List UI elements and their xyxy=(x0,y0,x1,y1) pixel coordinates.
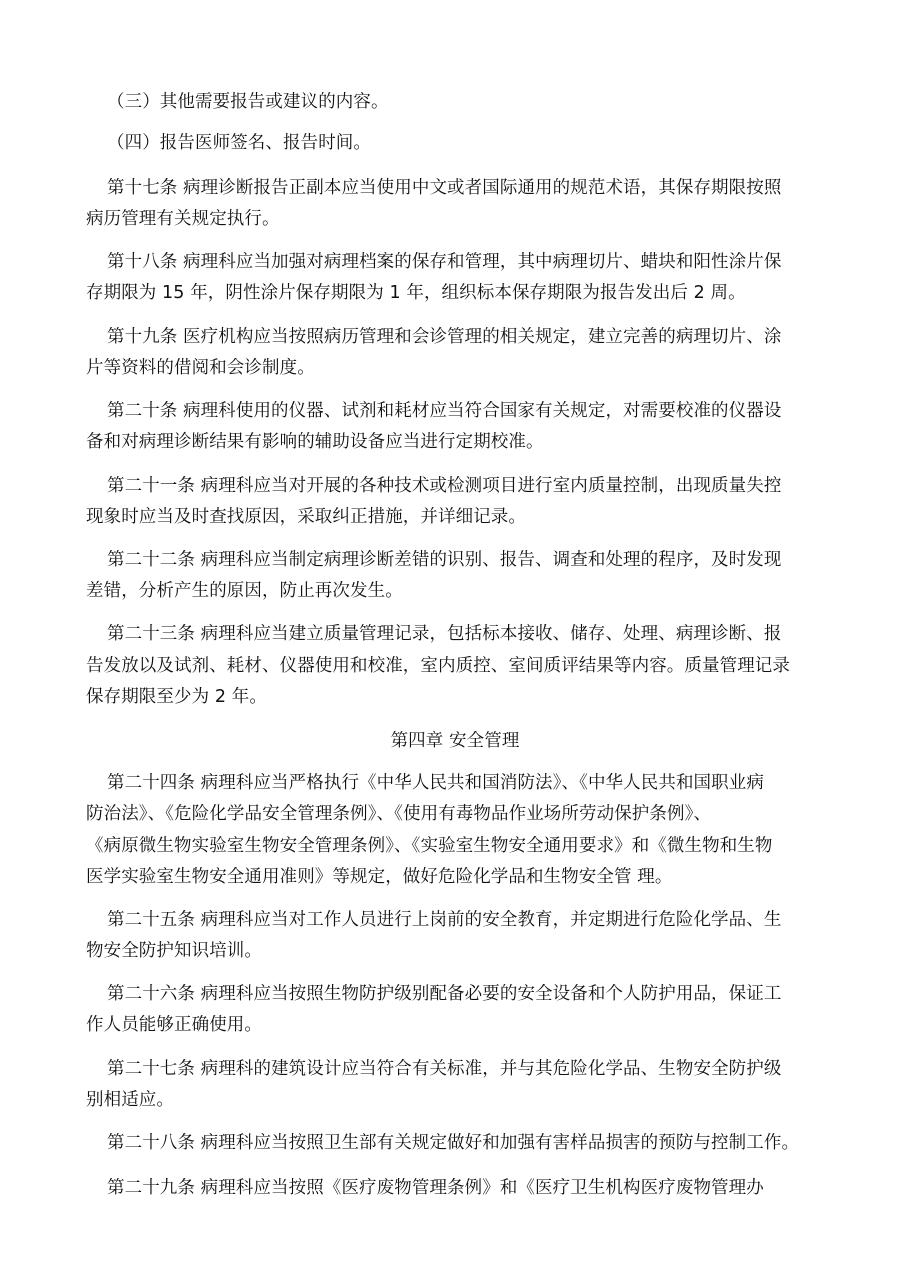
article-17-line-2: 病历管理有关规定执行。 xyxy=(86,209,280,229)
article-22-line-1: 第二十二条 病理科应当制定病理诊断差错的识别、报告、调查和处理的程序，及时发现 xyxy=(107,550,782,570)
article-23-line-2: 告发放以及试剂、耗材、仪器使用和校准，室内质控、室间质评结果等内容。质量管理记录 xyxy=(86,656,790,676)
article-23-line-1: 第二十三条 病理科应当建立质量管理记录，包括标本接收、储存、处理、病理诊断、报 xyxy=(107,624,782,644)
article-26-line-1: 第二十六条 病理科应当按照生物防护级别配备必要的安全设备和个人防护用品，保证工 xyxy=(107,984,782,1004)
article-24-line-2: 防治法》、《危险化学品安全管理条例》、《使用有毒物品作业场所劳动保护条例》、 xyxy=(86,804,712,824)
article-18-line-1: 第十八条 病理科应当加强对病理档案的保存和管理，其中病理切片、蜡块和阳性涂片保 xyxy=(107,252,782,272)
article-21-line-1: 第二十一条 病理科应当对开展的各种技术或检测项目进行室内质量控制，出现质量失控 xyxy=(107,476,782,496)
article-29-line-1: 第二十九条 病理科应当按照《医疗废物管理条例》和《医疗卫生机构医疗废物管理办 xyxy=(107,1178,764,1198)
article-19-line-2: 片等资料的借阅和会诊制度。 xyxy=(86,358,315,378)
article-27-line-2: 别相适应。 xyxy=(86,1090,174,1110)
article-18-line-2: 存期限为 15 年，阴性涂片保存期限为 1 年，组织标本保存期限为报告发出后 2 周。 xyxy=(86,283,746,303)
article-17-line-1: 第十七条 病理诊断报告正副本应当使用中文或者国际通用的规范术语，其保存期限按照 xyxy=(107,178,782,198)
article-22-line-2: 差错，分析产生的原因，防止再次发生。 xyxy=(86,581,403,601)
chapter-heading: 第四章 安全管理 xyxy=(390,731,520,751)
article-19-line-1: 第十九条 医疗机构应当按照病历管理和会诊管理的相关规定，建立完善的病理切片、涂 xyxy=(107,327,782,347)
item-3: （三）其他需要报告或建议的内容。 xyxy=(107,92,389,112)
article-21-line-2: 现象时应当及时查找原因，采取纠正措施，并详细记录。 xyxy=(86,507,526,527)
article-27-line-1: 第二十七条 病理科的建筑设计应当符合有关标准，并与其危险化学品、生物安全防护级 xyxy=(107,1059,782,1079)
article-24-line-1: 第二十四条 病理科应当严格执行《中华人民共和国消防法》、《中华人民共和国职业病 xyxy=(107,773,764,793)
article-20-line-1: 第二十条 病理科使用的仪器、试剂和耗材应当符合国家有关规定，对需要校准的仪器设 xyxy=(107,401,782,421)
article-20-line-2: 备和对病理诊断结果有影响的辅助设备应当进行定期校准。 xyxy=(86,432,544,452)
item-4: （四）报告医师签名、报告时间。 xyxy=(107,133,371,153)
article-24-line-3: 《病原微生物实验室生物安全管理条例》、《实验室生物安全通用要求》和《微生物和生物 xyxy=(86,836,773,856)
article-25-line-2: 物安全防护知识培训。 xyxy=(86,941,262,961)
article-26-line-2: 作人员能够正确使用。 xyxy=(86,1015,262,1035)
article-28-line-1: 第二十八条 病理科应当按照卫生部有关规定做好和加强有害样品损害的预防与控制工作。 xyxy=(107,1133,800,1153)
article-23-line-3: 保存期限至少为 2 年。 xyxy=(86,687,267,707)
article-24-line-4: 医学实验室生物安全通用准则》等规定，做好危险化学品和生物安全管 理。 xyxy=(86,867,673,887)
article-25-line-1: 第二十五条 病理科应当对工作人员进行上岗前的安全教育，并定期进行危险化学品、生 xyxy=(107,910,782,930)
